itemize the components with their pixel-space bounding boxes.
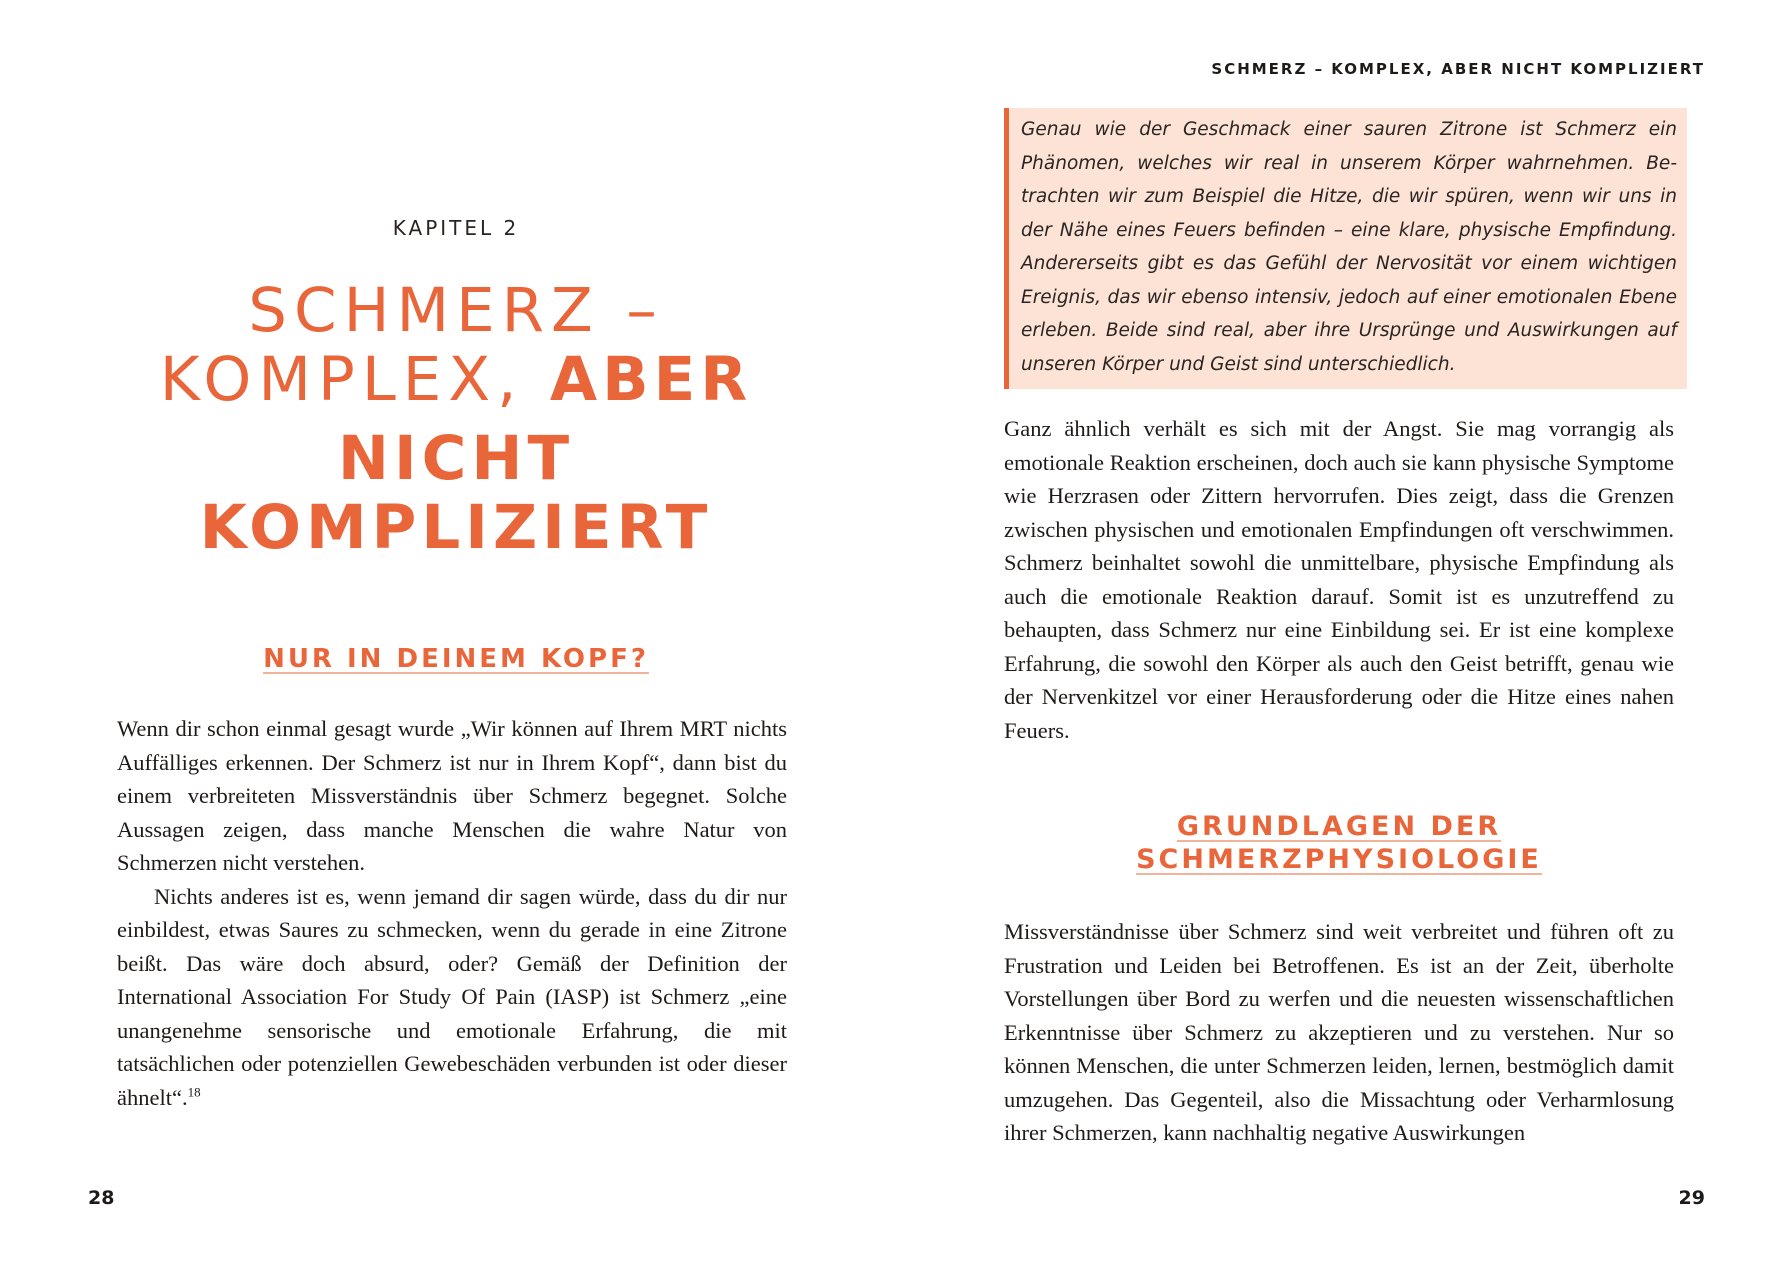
chapter-title-line-2-light: KOMPLEX, (159, 344, 550, 415)
page-number-left: 28 (88, 1187, 115, 1209)
page-number-right: 29 (1678, 1187, 1705, 1209)
footnote-reference[interactable]: 18 (187, 1084, 201, 1099)
chapter-title-line-4: KOMPLIZIERT (199, 492, 713, 563)
left-page (0, 0, 891, 1270)
section-heading-line-2: SCHMERZPHYSIOLOGIE (1136, 844, 1542, 875)
section-heading-text: NUR IN DEINEM KOPF? (263, 644, 649, 674)
paragraph-with-footnote (117, 880, 787, 1115)
section-heading-line-1: GRUNDLAGEN DER (1176, 811, 1502, 842)
chapter-title-line-2-bold: ABER (549, 344, 753, 415)
chapter-title-line-1: SCHMERZ – (248, 275, 664, 346)
section-heading-grundlagen (1004, 810, 1674, 876)
right-body-text-1 (1004, 412, 1674, 747)
section-heading-nur-in-deinem-kopf (0, 642, 912, 676)
chapter-title-line-2 (0, 345, 912, 424)
right-page (891, 0, 1783, 1270)
chapter-label: KAPITEL 2 (392, 216, 520, 240)
chapter-title-line-3: NICHT (337, 423, 575, 494)
highlight-quote-box: Genau wie der Geschmack einer sauren Zitrone ist Schmerz ein Phänomen, welches wir real in unserem Körper wahrnehmen. Betrachten wir zum Beispiel die Hitze, die wir spüren, wenn wir uns in der Nähe eines Feuers befinden – eine klare, physische Empfindung. Andererseits gibt es das Gefühl der Nervosität vor einem wichtigen Ereignis, das wir ebenso intensiv, jedoch auf einer emotionalen Ebene erleben. Beide sind real, aber ihre Ursprünge und Auswirkungen auf unseren Körper und Geist sind unterschiedlich. (1004, 108, 1687, 389)
paragraph: Missverständnisse über Schmerz sind weit verbreitet und führen oft zu Frustration und Leiden bei Betroffenen. Es ist an der Zeit, überholte Vorstellungen über Bord zu werfen und die neuesten wissenschaftlichen Erkenntnisse über Schmerz zu akzeptieren und zu verstehen. Nur so können Menschen, die unter Schmerzen leiden, lernen, bestmöglich damit umzugehen. Das Gegenteil, also die Missachtung oder Verharmlosung ihrer Schmerzen, kann nachhaltig negative Auswirkungen (1004, 919, 1674, 1145)
chapter-title (0, 276, 912, 562)
paragraph: Ganz ähnlich verhält es sich mit der Angst. Sie mag vorrangig als emotionale Reaktion erscheinen, doch auch sie kann physische Symptome wie Herzrasen oder Zittern hervorrufen. Dies zeigt, dass die Grenzen zwischen physischen und emotionalen Empfindungen oft verschwimmen. Schmerz beinhaltet sowohl die unmittelbare, physische Empfindung als auch die emotionale Reaktion darauf. Somit ist es unzutreffend zu behaupten, dass Schmerz nur eine Einbildung sei. Er ist eine komplexe Erfahrung, die sowohl den Körper als auch den Geist betrifft, genau wie der Nervenkitzel vor einer Herausforderung oder die Hitze eines nahen Feuers. (1004, 416, 1674, 743)
right-body-text-2 (1004, 915, 1674, 1150)
running-header: SCHMERZ – KOMPLEX, ABER NICHT KOMPLIZIERT (1211, 60, 1705, 78)
paragraph-text: Nichts anderes ist es, wenn jemand dir sagen würde, dass du dir nur einbildest, etwas Saures zu schmecken, wenn du gerade in eine Zitrone beißt. Das wäre doch absurd, oder? Gemäß der Definition der International Association For Study Of Pain (IASP) ist Schmerz „eine unangenehme sensorische und emotionale Erfahrung, die mit tatsächlichen oder potenziellen Gewebeschäden verbunden ist oder dieser ähnelt“. (117, 883, 787, 1110)
left-body-text (117, 712, 787, 1114)
paragraph: Wenn dir schon einmal gesagt wurde „Wir können auf Ihrem MRT nichts Auffälliges erkennen. Der Schmerz ist nur in Ihrem Kopf“, dann bist du einem verbreiteten Missverständnis über Schmerz begegnet. Solche Aussagen zeigen, dass manche Menschen die wahre Natur von Schmerzen nicht verstehen. (117, 716, 787, 875)
